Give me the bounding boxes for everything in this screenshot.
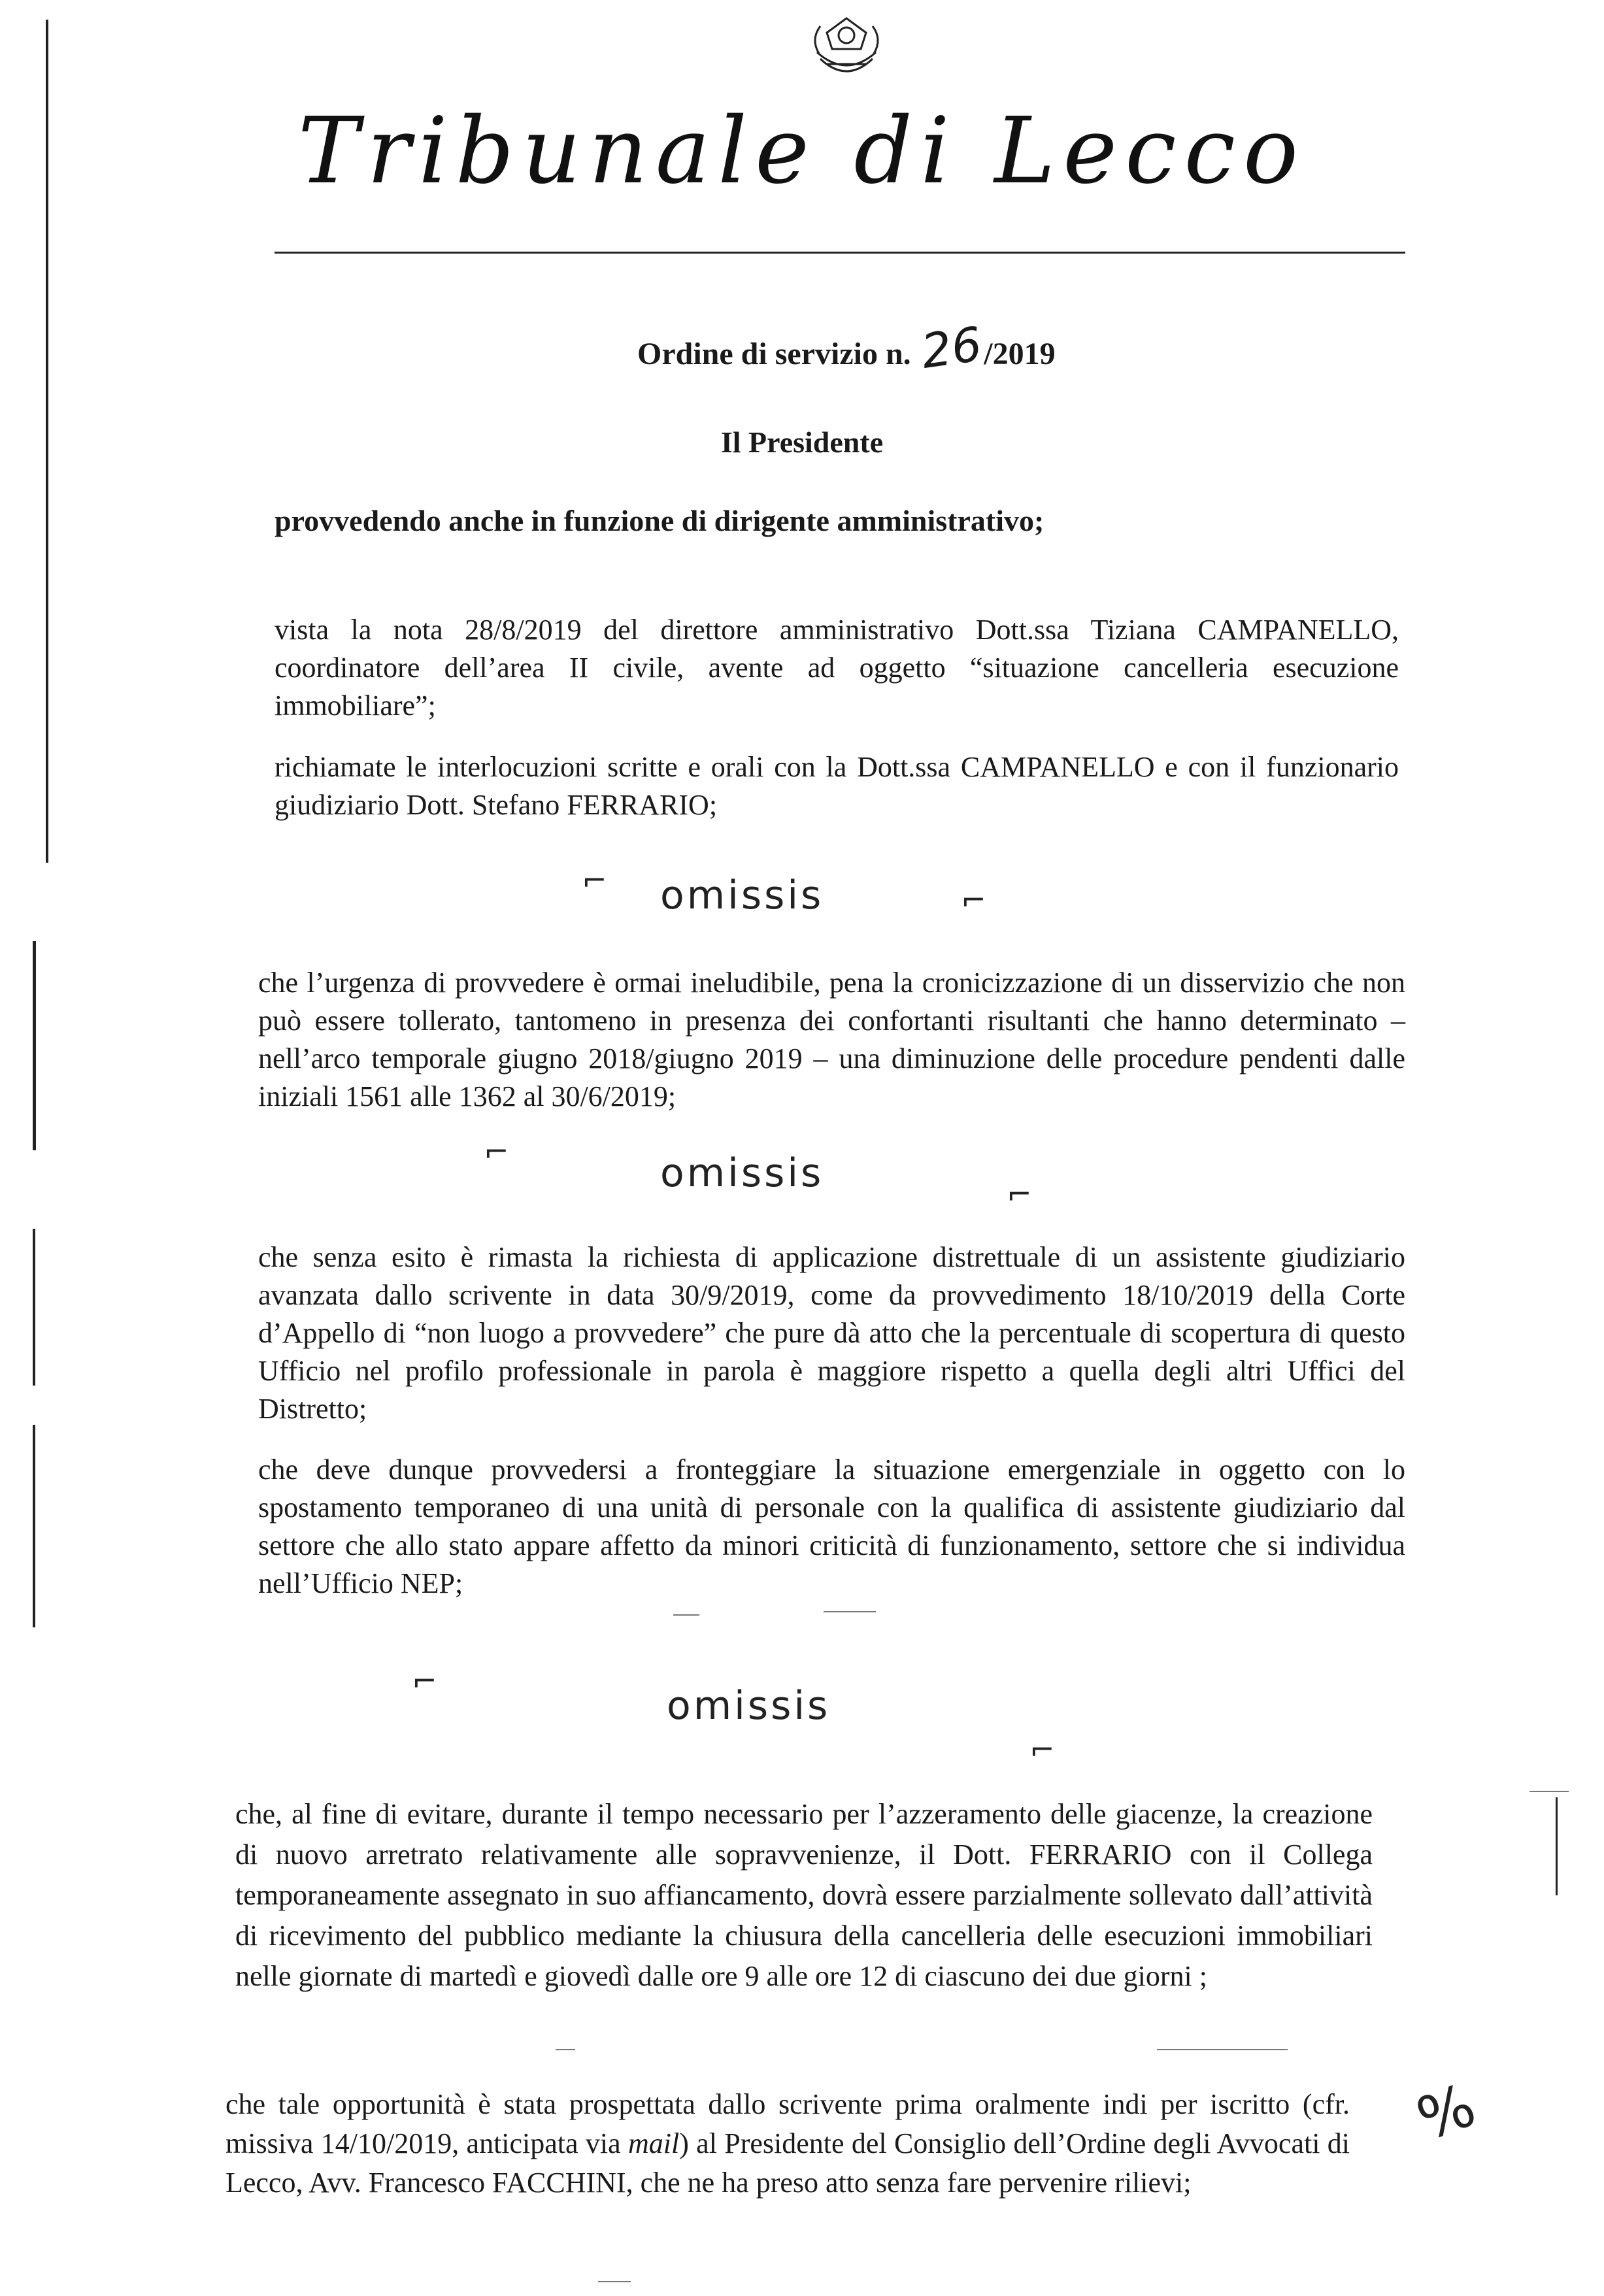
paragraph-opportunita-text-2: ) al Presidente del Consiglio dell’Ordine degli Avvocati di Lecco, Avv. Francesco FACCHINI, che ne ha preso atto senza fare pervenire rilievi; xyxy=(226,2127,1350,2199)
scan-margin-line xyxy=(33,1425,35,1627)
omissis-mark-left: ⌐ xyxy=(412,1663,437,1699)
court-title: Tribunale di Lecco xyxy=(297,98,1307,205)
scan-margin-line xyxy=(1556,1797,1558,1895)
paragraph-opportunita xyxy=(226,2085,1350,2203)
paragraph-vista: vista la nota 28/8/2019 del direttore amministrativo Dott.ssa Tiziana CAMPANELLO, coordinatore dell’area II civile, avente ad oggetto “situazione cancelleria esecuzione immobiliare”; xyxy=(275,614,1399,722)
scan-speck xyxy=(1529,1791,1569,1792)
scan-margin-line xyxy=(33,941,36,1150)
order-year: /2019 xyxy=(984,337,1056,371)
intro-line: provvedendo anche in funzione di dirigente amministrativo; xyxy=(275,504,1044,537)
omissis-mark-right: ⌐ xyxy=(1029,1732,1055,1767)
mail-word: mail xyxy=(627,2127,680,2159)
omissis-mark-right: ⌐ xyxy=(1007,1176,1032,1212)
paragraph-opportunita-text-1: che tale opportunità è stata prospettata dallo scrivente prima oralmente indi per iscritto (cfr. missiva 14/10/2019, anticipata via xyxy=(226,2088,1350,2159)
paragraph-senza-esito: che senza esito è rimasta la richiesta di applicazione distrettuale di un assistente giudiziario avanzata dallo scrivente in data 30/9/2019, come da provvedimento 18/10/2019 della Corte d’Appello di “non luogo a provvedere” che pure dà atto che la percentuale di scopertura di questo Ufficio nel profilo professionale in parola è maggiore rispetto a quella degli altri Uffici del Distretto; xyxy=(258,1241,1405,1425)
omissis-mark-right: ⌐ xyxy=(961,882,986,918)
order-number-handwritten: 26 xyxy=(918,316,985,379)
republic-emblem-icon xyxy=(781,13,912,85)
omissis-mark-left: ⌐ xyxy=(582,863,607,898)
paragraph-urgenza: che l’urgenza di provvedere è ormai ineludibile, pena la cronicizzazione di un disservizio che non può essere tollerato, tantomeno in presenza dei confortanti risultanti che hanno determinato – nell’arco temporale giugno 2018/giugno 2019 – una diminuzione delle procedure pendenti dalle iniziali 1561 alle 1362 al 30/6/2019; xyxy=(258,967,1405,1112)
header-divider xyxy=(275,252,1405,254)
handwritten-initials: % xyxy=(1408,2071,1484,2155)
scan-speck xyxy=(824,1611,876,1612)
scan-speck xyxy=(556,2049,575,2050)
president-heading: Il Presidente xyxy=(720,425,884,459)
order-heading xyxy=(637,316,1056,379)
scan-speck xyxy=(1157,2049,1288,2050)
scan-speck xyxy=(598,2281,631,2282)
paragraph-richiamate: richiamate le interlocuzioni scritte e orali con la Dott.ssa CAMPANELLO e con il funzionario giudiziario Dott. Stefano FERRARIO; xyxy=(275,751,1399,821)
paragraph-fronteggiare: che deve dunque provvedersi a fronteggiare la situazione emergenziale in oggetto con lo spostamento temporaneo di una unità di personale con la qualifica di assistente giudiziario dal settore che allo stato appare affetto da minori criticità di funzionamento, settore che si individua nell’Ufficio NEP; xyxy=(258,1454,1405,1599)
order-prefix: Ordine di servizio n. xyxy=(637,337,911,371)
omissis-mark-left: ⌐ xyxy=(484,1134,509,1169)
scan-speck xyxy=(673,1614,699,1616)
paragraph-al-fine: che, al fine di evitare, durante il tempo necessario per l’azzeramento delle giacenze, la creazione di nuovo arretrato relativamente alle sopravvenienze, il Dott. FERRARIO con il Collega temporaneamente assegnato in suo affiancamento, dovrà essere parzialmente sollevato dall’attività di ricevimento del pubblico mediante la chiusura della cancelleria delle esecuzioni immobiliari nelle giornate di martedì e giovedì dalle ore 9 alle ore 12 di ciascuno dei due giorni ; xyxy=(235,1798,1373,1992)
omissis-handwritten-3: omissis xyxy=(667,1683,831,1729)
omissis-handwritten-2: omissis xyxy=(660,1150,824,1196)
omissis-handwritten-1: omissis xyxy=(660,873,824,918)
scan-margin-line xyxy=(33,1229,35,1386)
